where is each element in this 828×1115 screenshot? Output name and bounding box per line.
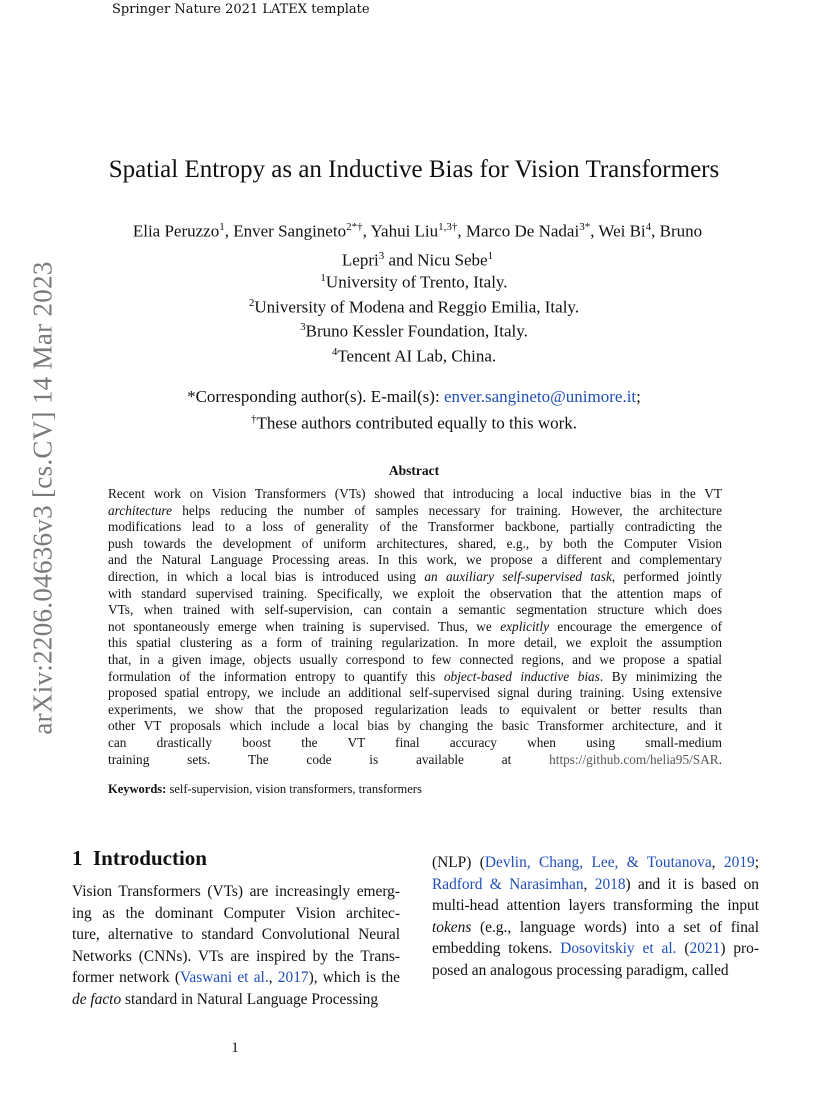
author-affiliation-mark: 1: [219, 221, 225, 233]
body-text-line: embedding tokens. Dosovitskiy et al. (2021) pro-: [432, 940, 759, 957]
abstract-line: architecture helps reducing the number of samples necessary for training. However, the architecture: [108, 502, 722, 518]
author-affiliation-mark: 1: [487, 249, 494, 262]
abstract-line: can drastically boost the VT final accuracy when using small-medium: [108, 734, 722, 750]
author-name: Bruno: [659, 221, 703, 241]
code-url-link[interactable]: https://github.com/helia95/SAR: [549, 751, 719, 767]
citation-link[interactable]: 2019: [723, 854, 755, 871]
body-text-line: multi-head attention layers transforming the input: [432, 897, 759, 914]
abstract-line: direction, in which a local bias is introduced using an auxiliary self-supervised task, performed jointly: [108, 568, 722, 584]
author-name: Lepri: [341, 250, 379, 270]
citation-link[interactable]: 2018: [594, 875, 626, 893]
affiliation-list: [0, 268, 828, 367]
running-header: [112, 2, 370, 17]
emphasis: object-based inductive bias: [443, 668, 600, 684]
arxiv-identifier: arXiv:2206.04636v3 [cs.CV] 14 Mar 2023: [27, 261, 58, 735]
abstract-line: formulation of the information entropy to quantify this object-based inductive bias. By minimizing the: [108, 668, 722, 684]
keywords: [108, 782, 422, 797]
abstract-line: experiments, we show that the proposed regularization leads to equivalent or better results than: [108, 701, 722, 717]
author-affiliation-mark: 3*: [579, 221, 591, 233]
page-number: 1: [231, 1040, 239, 1056]
abstract-line: proposed spatial entropy, we include an additional self-supervised signal during training. Using extensive: [108, 685, 722, 701]
body-text-line: tokens (e.g., language words) into a set of final: [432, 918, 759, 936]
abstract-line: VTs, when trained with self-supervision, can contain a semantic segmentation structure which does: [108, 602, 722, 618]
abstract-line: modifications lead to a loss of generality of the Transformer backbone, partially contradicting the: [108, 519, 722, 535]
body-text-line: (NLP) (Devlin, Chang, Lee, & Toutanova, 2019;: [432, 854, 759, 871]
citation-link[interactable]: Radford & Narasimhan: [432, 875, 584, 893]
abstract-heading: Abstract: [388, 463, 440, 478]
correspondence-note: [0, 386, 828, 435]
header-prefix: Springer Nature 2021: [112, 2, 259, 17]
abstract-line: push towards the development of uniform architectures, shared, e.g., by both the Computer Vision: [108, 535, 722, 551]
body-text-line: ture, alternative to standard Convolutional Neural: [72, 926, 400, 943]
body-text-line: posed an analogous processing paradigm, called: [432, 961, 729, 979]
emphasis: explicitly: [500, 618, 549, 634]
author-name: Yahui Liu: [370, 221, 439, 241]
affiliation: $^1$University of Trento, Italy.: [320, 272, 508, 292]
author-name: Nicu Sebe: [417, 250, 488, 270]
abstract-line: this spatial clustering as a form of training regularization. In more detail, we exploit the assumption: [108, 635, 722, 651]
abstract-line: training sets. The code is available at https://github.com/helia95/SAR.: [108, 751, 722, 767]
abstract-line: Recent work on Vision Transformers (VTs) showed that introducing a local inductive bias in the VT: [108, 486, 722, 501]
section-title: Introduction: [93, 846, 207, 870]
affiliation: $^3$Bruno Kessler Foundation, Italy.: [300, 321, 528, 341]
corresponding-author-line: *Corresponding author(s). E-mail(s): enver.sangineto@unimore.it;: [187, 387, 641, 406]
body-text-line: de facto standard in Natural Language Processing: [72, 990, 379, 1008]
header-suffix: template: [311, 2, 370, 17]
author-name: Wei Bi: [598, 221, 646, 241]
section-heading: [72, 846, 207, 871]
author-conjunction: and: [388, 250, 414, 270]
affiliation: $^2$University of Modena and Reggio Emilia, Italy.: [248, 296, 580, 317]
abstract-line: and the Natural Language Processing areas. In this work, we propose a different and complementary: [108, 552, 722, 568]
header-latex: LATEX: [262, 2, 308, 17]
body-text-line: Vision Transformers (VTs) are increasingly emerg-: [72, 883, 400, 900]
author-line-1: Elia Peruzzo$^1$, Enver Sangineto$^{2*\dagger}$, Yahui Liu$^{1,3\dagger}$, Marco De Nadai$^{3*}$, Wei Bi$^4$, Bruno: [132, 221, 703, 241]
author-name: Marco De Nadai: [465, 221, 580, 241]
author-name: Enver Sangineto: [233, 221, 347, 241]
email-link[interactable]: enver.sangineto@unimore.it: [443, 387, 637, 406]
equal-contribution-line: †These authors contributed equally to this work.: [250, 413, 578, 433]
section-number: 1: [72, 846, 83, 870]
emphasis: tokens: [432, 918, 472, 936]
abstract-line: other VT proposals which include a local bias by changing the basic Transformer architecture, and it: [108, 718, 722, 734]
body-text-line: ing as the dominant Computer Vision architec-: [72, 904, 400, 922]
author-affiliation-mark: 4: [645, 221, 652, 233]
author-affiliation-mark: 1,3†: [438, 221, 458, 233]
keywords-label: Keywords:: [108, 782, 167, 796]
citation-link[interactable]: 2021: [689, 940, 721, 957]
dagger-mark: †: [250, 413, 257, 425]
author-list: [85, 215, 750, 272]
keywords-text: self-supervision, vision transformers, transformers: [169, 782, 422, 796]
citation-link[interactable]: 2017: [277, 969, 309, 986]
abstract-text: [108, 486, 722, 768]
author-affiliation-mark: 3: [378, 249, 385, 262]
author-affiliation-mark: 2*†: [346, 221, 363, 233]
body-text-line: Radford & Narasimhan, 2018) and it is based on: [432, 875, 759, 893]
citation-link[interactable]: Dosovitskiy et al.: [560, 940, 677, 957]
corresponding-label: *Corresponding author(s). E-mail(s):: [187, 387, 440, 406]
paper-title: Spatial Entropy as an Inductive Bias for Vision Transformers: [108, 156, 720, 183]
left-column-text: [72, 881, 400, 1010]
emphasis: de facto: [72, 990, 122, 1008]
affiliation: $^4$Tencent AI Lab, China.: [331, 345, 497, 366]
abstract-line: with standard supervised training. Specifically, we exploit the observation that the attention maps of: [108, 585, 722, 601]
abstract-line: not spontaneously emerge when training is supervised. Thus, we explicitly encourage the emergence of: [108, 618, 722, 634]
citation-link[interactable]: Devlin, Chang, Lee, & Toutanova: [484, 854, 712, 871]
emphasis: architecture: [108, 502, 172, 518]
emphasis: an auxiliary self-supervised task: [424, 568, 612, 584]
right-column-text: [432, 852, 759, 981]
body-text-line: Networks (CNNs). VTs are inspired by the Trans-: [72, 947, 400, 965]
abstract-line: that, in a given image, objects usually correspond to few connected regions, and we propose a spatial: [108, 651, 722, 667]
citation-link[interactable]: Vaswani et al.: [179, 969, 269, 986]
author-name: Elia Peruzzo: [132, 221, 220, 241]
body-text-line: former network (Vaswani et al., 2017), which is the: [72, 969, 400, 986]
